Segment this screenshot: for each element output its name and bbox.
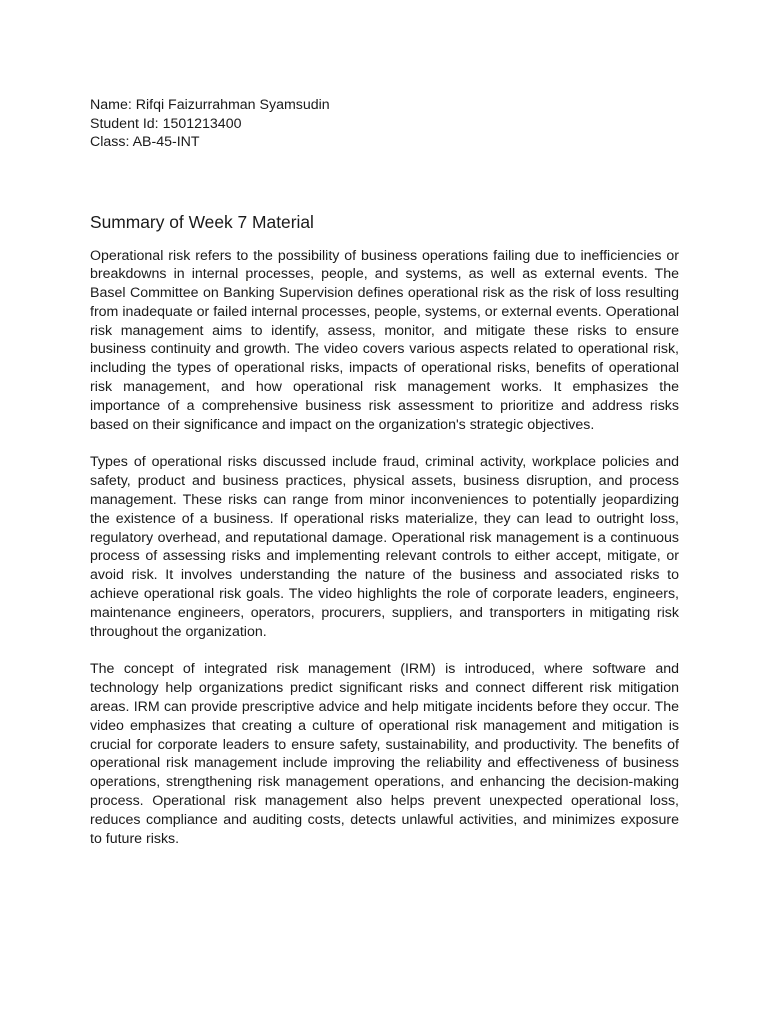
student-class: Class: AB-45-INT (90, 134, 200, 150)
student-id: Student Id: 1501213400 (90, 115, 242, 132)
document-page (90, 96, 679, 867)
paragraph-3: The concept of integrated risk management (IRM) is introduced, where software and technology help organizations predict significant risks and connect different risk mitigation areas. IRM can provide prescriptive advice and help mitigate incidents before they occur. The video emphasizes that creating a culture of operational risk management and mitigation is crucial for corporate leaders to ensure safety, sustainability, and productivity. The benefits of operational risk management include improving the reliability and effectiveness of business operations, strengthening risk management operations, and enhancing the decision-making process. Operational risk management also helps prevent unexpected operational loss, reduces compliance and auditing costs, detects unlawful activities, and minimizes exposure to future risks. (90, 661, 679, 847)
document-title: Summary of Week 7 Material (90, 211, 314, 232)
student-info (90, 96, 679, 152)
student-name: Name: Rifqi Faizurrahman Syamsudin (90, 97, 330, 113)
paragraph-1: Operational risk refers to the possibility of business operations failing due to inefficiencies or breakdowns in internal processes, people, and systems, as well as external events. The Basel Committee on Banking Supervision defines operational risk as the risk of loss resulting from inadequate or failed internal processes, people, systems, or external events. Operational risk management aims to identify, assess, monitor, and mitigate these risks to ensure business continuity and growth. The video covers various aspects related to operational risk, including the types of operational risks, impacts of operational risks, benefits of operational risk management, and how operational risk management works. It emphasizes the importance of a comprehensive business risk assessment to prioritize and address risks based on their significance and impact on the organization's strategic objectives. (90, 247, 679, 433)
paragraph-2: Types of operational risks discussed include fraud, criminal activity, workplace policies and safety, product and business practices, physical assets, business disruption, and process management. These risks can range from minor inconveniences to potentially jeopardizing the existence of a business. If operational risks materialize, they can lead to outright loss, regulatory overhead, and reputational damage. Operational risk management is a continuous process of assessing risks and implementing relevant controls to either accept, mitigate, or avoid risk. It involves understanding the nature of the business and associated risks to achieve operational risk goals. The video highlights the role of corporate leaders, engineers, maintenance engineers, operators, procurers, suppliers, and transporters in mitigating risk throughout the organization. (90, 454, 679, 640)
document-body (90, 247, 679, 849)
